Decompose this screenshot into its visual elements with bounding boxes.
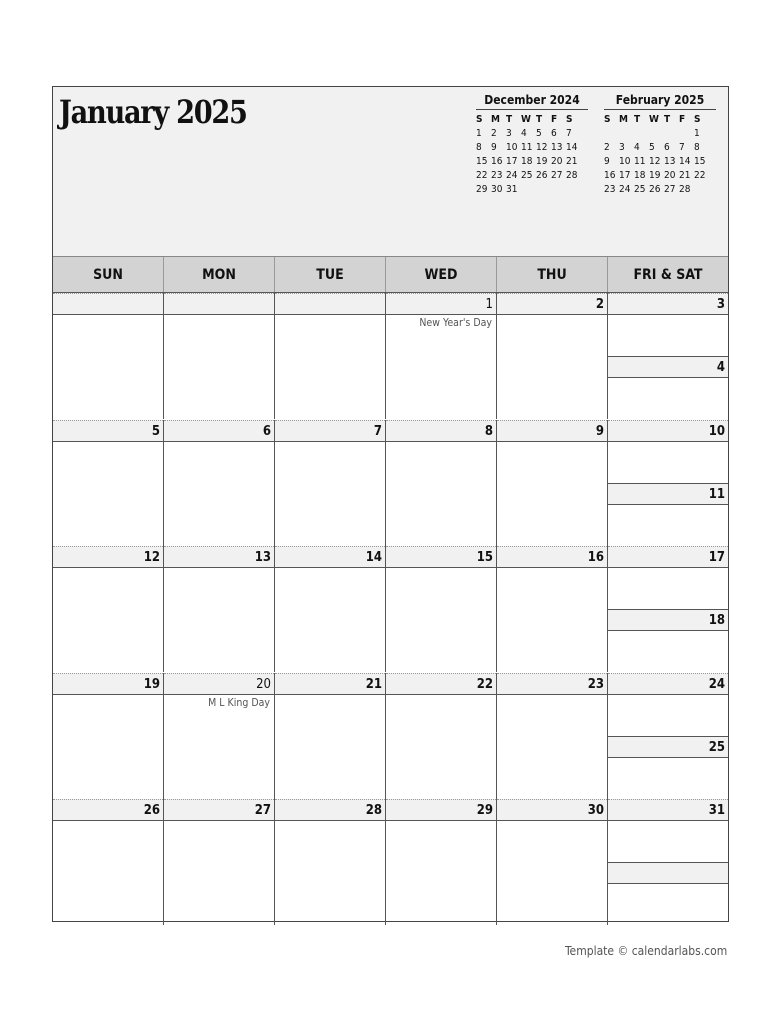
mini-day: [679, 128, 694, 139]
mini-day: 25: [521, 170, 533, 181]
day-cell[interactable]: [164, 799, 275, 925]
day-number: [608, 862, 728, 884]
mini-day: 13: [551, 142, 563, 153]
mini-day: 5: [649, 142, 655, 153]
mini-calendar-previous: [476, 93, 588, 195]
mini-day: 10: [506, 142, 518, 153]
day-number: 10: [608, 420, 728, 442]
mini-day: 11: [521, 142, 533, 153]
mini-day-header: T: [634, 114, 641, 125]
mini-day: [566, 184, 581, 195]
mini-day: [551, 184, 566, 195]
day-cell[interactable]: [53, 546, 164, 672]
day-number: 23: [497, 673, 607, 695]
mini-day-header: W: [521, 114, 531, 125]
week-row: [53, 420, 728, 546]
day-number: 13: [164, 546, 274, 568]
day-cell[interactable]: [608, 546, 728, 672]
mini-day-header: M: [619, 114, 628, 125]
weekday-header: FRI & SAT: [608, 257, 728, 292]
mini-day-header: S: [566, 114, 573, 125]
day-number: 21: [275, 673, 385, 695]
mini-day-header: T: [664, 114, 671, 125]
day-cell[interactable]: [53, 799, 164, 925]
mini-day: [634, 128, 649, 139]
saturday-subcell[interactable]: [608, 862, 728, 884]
day-cell[interactable]: [164, 293, 275, 419]
mini-day: 15: [694, 156, 706, 167]
saturday-subcell[interactable]: [608, 736, 728, 758]
mini-day: 26: [536, 170, 548, 181]
mini-day: 2: [604, 142, 610, 153]
day-number: 4: [608, 356, 728, 378]
day-number: 15: [386, 546, 496, 568]
mini-day: 28: [566, 170, 578, 181]
day-cell[interactable]: [497, 293, 608, 419]
mini-calendar-grid: [604, 114, 716, 195]
week-row: [53, 293, 728, 419]
holiday-label: New Year's Day: [419, 317, 492, 329]
day-cell[interactable]: [386, 673, 497, 799]
mini-day: 17: [506, 156, 518, 167]
mini-day: [604, 128, 619, 139]
day-number: 6: [164, 420, 274, 442]
day-cell[interactable]: [275, 673, 386, 799]
saturday-subcell[interactable]: [608, 483, 728, 505]
mini-day: 9: [604, 156, 610, 167]
day-cell[interactable]: [53, 420, 164, 546]
mini-day: 22: [476, 170, 488, 181]
mini-day: 1: [694, 128, 700, 139]
mini-day: 1: [476, 128, 482, 139]
mini-day: 12: [536, 142, 548, 153]
day-cell[interactable]: [608, 293, 728, 419]
day-cell[interactable]: [164, 420, 275, 546]
day-cell[interactable]: [386, 293, 497, 419]
day-number: 1: [386, 293, 496, 315]
mini-calendar-title: December 2024: [476, 93, 588, 110]
mini-day: 9: [491, 142, 497, 153]
mini-day: 16: [604, 170, 616, 181]
mini-day: 10: [619, 156, 631, 167]
mini-day-header: M: [491, 114, 500, 125]
day-cell[interactable]: [386, 799, 497, 925]
day-cell[interactable]: [53, 673, 164, 799]
day-cell[interactable]: [608, 673, 728, 799]
mini-day: 29: [476, 184, 488, 195]
day-cell[interactable]: [164, 673, 275, 799]
mini-day: 18: [521, 156, 533, 167]
week-row: [53, 546, 728, 672]
day-number: 5: [53, 420, 163, 442]
mini-day-header: T: [506, 114, 513, 125]
day-number: 26: [53, 799, 163, 821]
day-cell[interactable]: [275, 546, 386, 672]
mini-day: 28: [679, 184, 691, 195]
day-cell[interactable]: [386, 420, 497, 546]
mini-day: 4: [521, 128, 527, 139]
day-cell[interactable]: [497, 546, 608, 672]
mini-day: 7: [679, 142, 685, 153]
mini-day: 17: [619, 170, 631, 181]
day-number: 9: [497, 420, 607, 442]
weekday-header-row: [53, 256, 728, 293]
mini-day: 15: [476, 156, 488, 167]
mini-day: 18: [634, 170, 646, 181]
day-number: 19: [53, 673, 163, 695]
mini-day: 11: [634, 156, 646, 167]
weekday-header: MON: [164, 257, 275, 292]
day-number: 31: [608, 799, 728, 821]
weekday-header: THU: [497, 257, 608, 292]
mini-day-header: F: [679, 114, 686, 125]
mini-day: 3: [506, 128, 512, 139]
mini-day: 24: [506, 170, 518, 181]
mini-day: [521, 184, 536, 195]
mini-day-header: T: [536, 114, 543, 125]
mini-day: 7: [566, 128, 572, 139]
day-number: 16: [497, 546, 607, 568]
day-number: 29: [386, 799, 496, 821]
day-number: 27: [164, 799, 274, 821]
mini-day: [694, 184, 709, 195]
mini-day: 13: [664, 156, 676, 167]
mini-calendar-next: [604, 93, 716, 195]
day-number: 12: [53, 546, 163, 568]
day-number: [275, 293, 385, 315]
mini-day: 6: [551, 128, 557, 139]
mini-calendar-grid: [476, 114, 588, 195]
mini-day: [649, 128, 664, 139]
mini-day-header: W: [649, 114, 659, 125]
day-cell[interactable]: [275, 293, 386, 419]
day-cell[interactable]: [497, 673, 608, 799]
mini-day: 8: [476, 142, 482, 153]
mini-day: 23: [604, 184, 616, 195]
mini-day: 6: [664, 142, 670, 153]
day-number: 28: [275, 799, 385, 821]
day-number: 17: [608, 546, 728, 568]
mini-day: 27: [664, 184, 676, 195]
mini-day: 23: [491, 170, 503, 181]
mini-day: 21: [679, 170, 691, 181]
day-number: 24: [608, 673, 728, 695]
mini-day: 20: [664, 170, 676, 181]
mini-day-header: S: [694, 114, 701, 125]
mini-day: 19: [536, 156, 548, 167]
weekday-header: TUE: [275, 257, 386, 292]
day-number: 11: [608, 483, 728, 505]
mini-day: 16: [491, 156, 503, 167]
mini-day: 4: [634, 142, 640, 153]
day-cell[interactable]: [608, 799, 728, 925]
mini-day: [619, 128, 634, 139]
day-cell[interactable]: [497, 799, 608, 925]
day-number: 2: [497, 293, 607, 315]
day-number: 30: [497, 799, 607, 821]
day-cell[interactable]: [608, 420, 728, 546]
mini-calendar-title: February 2025: [604, 93, 716, 110]
day-number: 20: [164, 673, 274, 695]
day-cell[interactable]: [53, 293, 164, 419]
mini-day-header: S: [476, 114, 483, 125]
mini-day: 5: [536, 128, 542, 139]
day-number: 7: [275, 420, 385, 442]
mini-day: 8: [694, 142, 700, 153]
mini-day: 14: [566, 142, 578, 153]
mini-day: 22: [694, 170, 706, 181]
week-row: [53, 799, 728, 925]
mini-day-header: F: [551, 114, 558, 125]
mini-day: 30: [491, 184, 503, 195]
weekday-header: SUN: [53, 257, 164, 292]
calendar-header: [53, 87, 728, 256]
day-number: [53, 293, 163, 315]
day-number: 22: [386, 673, 496, 695]
saturday-subcell[interactable]: [608, 609, 728, 631]
day-number: 18: [608, 609, 728, 631]
mini-day: 12: [649, 156, 661, 167]
day-cell[interactable]: [164, 546, 275, 672]
mini-day: 24: [619, 184, 631, 195]
mini-day: 21: [566, 156, 578, 167]
day-number: 8: [386, 420, 496, 442]
weekday-header: WED: [386, 257, 497, 292]
mini-day: 26: [649, 184, 661, 195]
day-cell[interactable]: [497, 420, 608, 546]
mini-day: 3: [619, 142, 625, 153]
mini-day: [536, 184, 551, 195]
mini-day: 19: [649, 170, 661, 181]
mini-day: 14: [679, 156, 691, 167]
saturday-subcell[interactable]: [608, 356, 728, 378]
week-row: [53, 673, 728, 799]
footer-credit: Template © calendarlabs.com: [565, 944, 728, 958]
mini-day: 20: [551, 156, 563, 167]
mini-day: [664, 128, 679, 139]
mini-day: 31: [506, 184, 518, 195]
mini-day: 2: [491, 128, 497, 139]
month-title: January 2025: [59, 93, 247, 131]
day-number: 3: [608, 293, 728, 315]
holiday-label: M L King Day: [208, 696, 270, 709]
day-number: 25: [608, 736, 728, 758]
mini-day: 25: [634, 184, 646, 195]
calendar: [52, 86, 729, 922]
mini-day: 27: [551, 170, 563, 181]
day-cell[interactable]: [386, 546, 497, 672]
day-cell[interactable]: [275, 420, 386, 546]
day-number: [164, 293, 274, 315]
day-number: 14: [275, 546, 385, 568]
mini-day-header: S: [604, 114, 611, 125]
day-cell[interactable]: [275, 799, 386, 925]
